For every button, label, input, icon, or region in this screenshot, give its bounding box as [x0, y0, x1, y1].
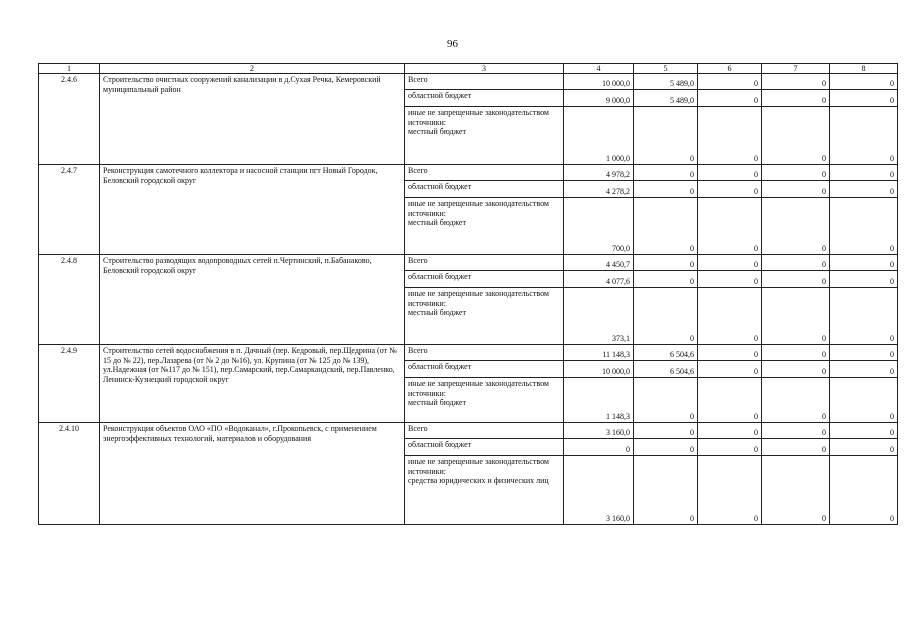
amount-cell: 4 278,2 [564, 181, 634, 198]
source-cell: областной бюджет [405, 181, 564, 198]
program-table [38, 63, 898, 525]
source-cell: областной бюджет [405, 361, 564, 378]
source-cell [405, 378, 564, 423]
amount-cell: 0 [698, 198, 762, 255]
header-cell: 6 [698, 64, 762, 74]
source-cell: Всего [405, 74, 564, 90]
amount-cell: 0 [634, 165, 698, 181]
amount-cell: 0 [634, 271, 698, 288]
amount-cell: 0 [698, 107, 762, 165]
amount-cell: 0 [830, 107, 898, 165]
amount-cell: 373,1 [564, 288, 634, 345]
amount-cell: 0 [698, 423, 762, 439]
item-row-total [39, 345, 898, 361]
amount-cell: 0 [830, 345, 898, 361]
other-sources-label: иные не запрещенные законодательством источники: [408, 379, 549, 398]
amount-cell: 0 [830, 198, 898, 255]
amount-cell: 0 [830, 90, 898, 107]
amount-cell: 11 148,3 [564, 345, 634, 361]
source-cell: областной бюджет [405, 439, 564, 456]
amount-cell: 4 450,7 [564, 255, 634, 271]
amount-cell: 0 [698, 456, 762, 525]
amount-cell: 0 [830, 439, 898, 456]
item-name: Реконструкция объектов ОАО «ПО «Водоканал», г.Прокопьевск, с применением энергоэффективных технологий, материалов и оборудования [100, 423, 405, 525]
item-code: 2.4.9 [39, 345, 100, 423]
other-source-name: местный бюджет [408, 308, 466, 317]
source-cell: областной бюджет [405, 90, 564, 107]
amount-cell: 5 489,0 [634, 90, 698, 107]
item-row-total [39, 165, 898, 181]
amount-cell: 0 [830, 361, 898, 378]
amount-cell: 1 148,3 [564, 378, 634, 423]
item-code: 2.4.6 [39, 74, 100, 165]
amount-cell: 10 000,0 [564, 361, 634, 378]
amount-cell: 0 [830, 255, 898, 271]
amount-cell: 10 000,0 [564, 74, 634, 90]
amount-cell: 5 489,0 [634, 74, 698, 90]
amount-cell: 0 [830, 165, 898, 181]
amount-cell: 0 [698, 165, 762, 181]
source-cell: Всего [405, 165, 564, 181]
amount-cell: 0 [830, 271, 898, 288]
amount-cell: 0 [634, 107, 698, 165]
other-sources-label: иные не запрещенные законодательством источники: [408, 289, 549, 308]
header-cell: 4 [564, 64, 634, 74]
other-source-name: местный бюджет [408, 398, 466, 407]
amount-cell: 0 [762, 165, 830, 181]
amount-cell: 0 [698, 255, 762, 271]
amount-cell: 0 [762, 456, 830, 525]
other-source-name: местный бюджет [408, 218, 466, 227]
amount-cell: 0 [762, 288, 830, 345]
amount-cell: 0 [762, 345, 830, 361]
source-cell [405, 198, 564, 255]
amount-cell: 0 [634, 255, 698, 271]
other-sources-label: иные не запрещенные законодательством источники: [408, 457, 549, 476]
other-source-name: местный бюджет [408, 127, 466, 136]
amount-cell: 6 504,6 [634, 361, 698, 378]
item-name: Реконструкция самотечного коллектора и насосной станции пгт Новый Городок, Беловский городской округ [100, 165, 405, 255]
amount-cell: 0 [830, 456, 898, 525]
header-cell: 8 [830, 64, 898, 74]
amount-cell: 0 [698, 345, 762, 361]
source-cell [405, 107, 564, 165]
item-code: 2.4.8 [39, 255, 100, 345]
amount-cell: 0 [762, 361, 830, 378]
amount-cell: 0 [762, 74, 830, 90]
amount-cell: 0 [830, 423, 898, 439]
amount-cell: 0 [564, 439, 634, 456]
amount-cell: 0 [830, 74, 898, 90]
header-cell: 1 [39, 64, 100, 74]
amount-cell: 0 [762, 439, 830, 456]
other-sources-label: иные не запрещенные законодательством источники: [408, 199, 549, 218]
amount-cell: 0 [762, 271, 830, 288]
item-row-total [39, 74, 898, 90]
item-code: 2.4.7 [39, 165, 100, 255]
item-name: Строительство сетей водоснабжения в п. Дачный (пер. Кедровый, пер.Щедрина (от № 15 до № 22), пер.Лазарева (от № 2 до №16), ул. Крупина (от № 125 до № 139), ул.Надежная (от №117 до № 151), пер.Самарский, пер.Самаркандский, пер.Павленко, Ленинск-Кузнецкий городской округ [100, 345, 405, 423]
amount-cell: 0 [830, 378, 898, 423]
amount-cell: 0 [634, 288, 698, 345]
header-cell: 7 [762, 64, 830, 74]
amount-cell: 0 [698, 288, 762, 345]
page-number: 96 [447, 38, 458, 50]
amount-cell: 9 000,0 [564, 90, 634, 107]
source-cell: Всего [405, 423, 564, 439]
item-code: 2.4.10 [39, 423, 100, 525]
item-row-total [39, 255, 898, 271]
source-cell [405, 288, 564, 345]
amount-cell: 0 [762, 423, 830, 439]
header-cell: 3 [405, 64, 564, 74]
amount-cell: 0 [698, 90, 762, 107]
amount-cell: 0 [634, 198, 698, 255]
source-cell: областной бюджет [405, 271, 564, 288]
amount-cell: 0 [762, 90, 830, 107]
amount-cell: 0 [698, 361, 762, 378]
amount-cell: 0 [762, 181, 830, 198]
amount-cell: 1 000,0 [564, 107, 634, 165]
amount-cell: 0 [634, 423, 698, 439]
amount-cell: 0 [634, 378, 698, 423]
amount-cell: 0 [698, 378, 762, 423]
amount-cell: 0 [698, 181, 762, 198]
header-cell: 5 [634, 64, 698, 74]
amount-cell: 6 504,6 [634, 345, 698, 361]
header-cell: 2 [100, 64, 405, 74]
amount-cell: 0 [698, 271, 762, 288]
amount-cell: 4 077,6 [564, 271, 634, 288]
amount-cell: 0 [762, 255, 830, 271]
header-row [39, 64, 898, 74]
other-source-name: средства юридических и физических лиц [408, 476, 549, 485]
amount-cell: 4 978,2 [564, 165, 634, 181]
amount-cell: 0 [698, 74, 762, 90]
item-row-total [39, 423, 898, 439]
other-sources-label: иные не запрещенные законодательством источники: [408, 108, 549, 127]
source-cell: Всего [405, 345, 564, 361]
amount-cell: 0 [762, 198, 830, 255]
amount-cell: 0 [634, 439, 698, 456]
source-cell: Всего [405, 255, 564, 271]
amount-cell: 3 160,0 [564, 456, 634, 525]
amount-cell: 3 160,0 [564, 423, 634, 439]
amount-cell: 0 [830, 288, 898, 345]
amount-cell: 0 [698, 439, 762, 456]
item-name: Строительство разводящих водопроводных сетей п.Чертинский, п.Бабанаково, Беловский городской округ [100, 255, 405, 345]
item-name: Строительство очистных сооружений канализации в д.Сухая Речка, Кемеровский муниципальный район [100, 74, 405, 165]
source-cell [405, 456, 564, 525]
amount-cell: 0 [830, 181, 898, 198]
amount-cell: 0 [762, 107, 830, 165]
amount-cell: 0 [634, 181, 698, 198]
amount-cell: 0 [634, 456, 698, 525]
amount-cell: 0 [762, 378, 830, 423]
amount-cell: 700,0 [564, 198, 634, 255]
